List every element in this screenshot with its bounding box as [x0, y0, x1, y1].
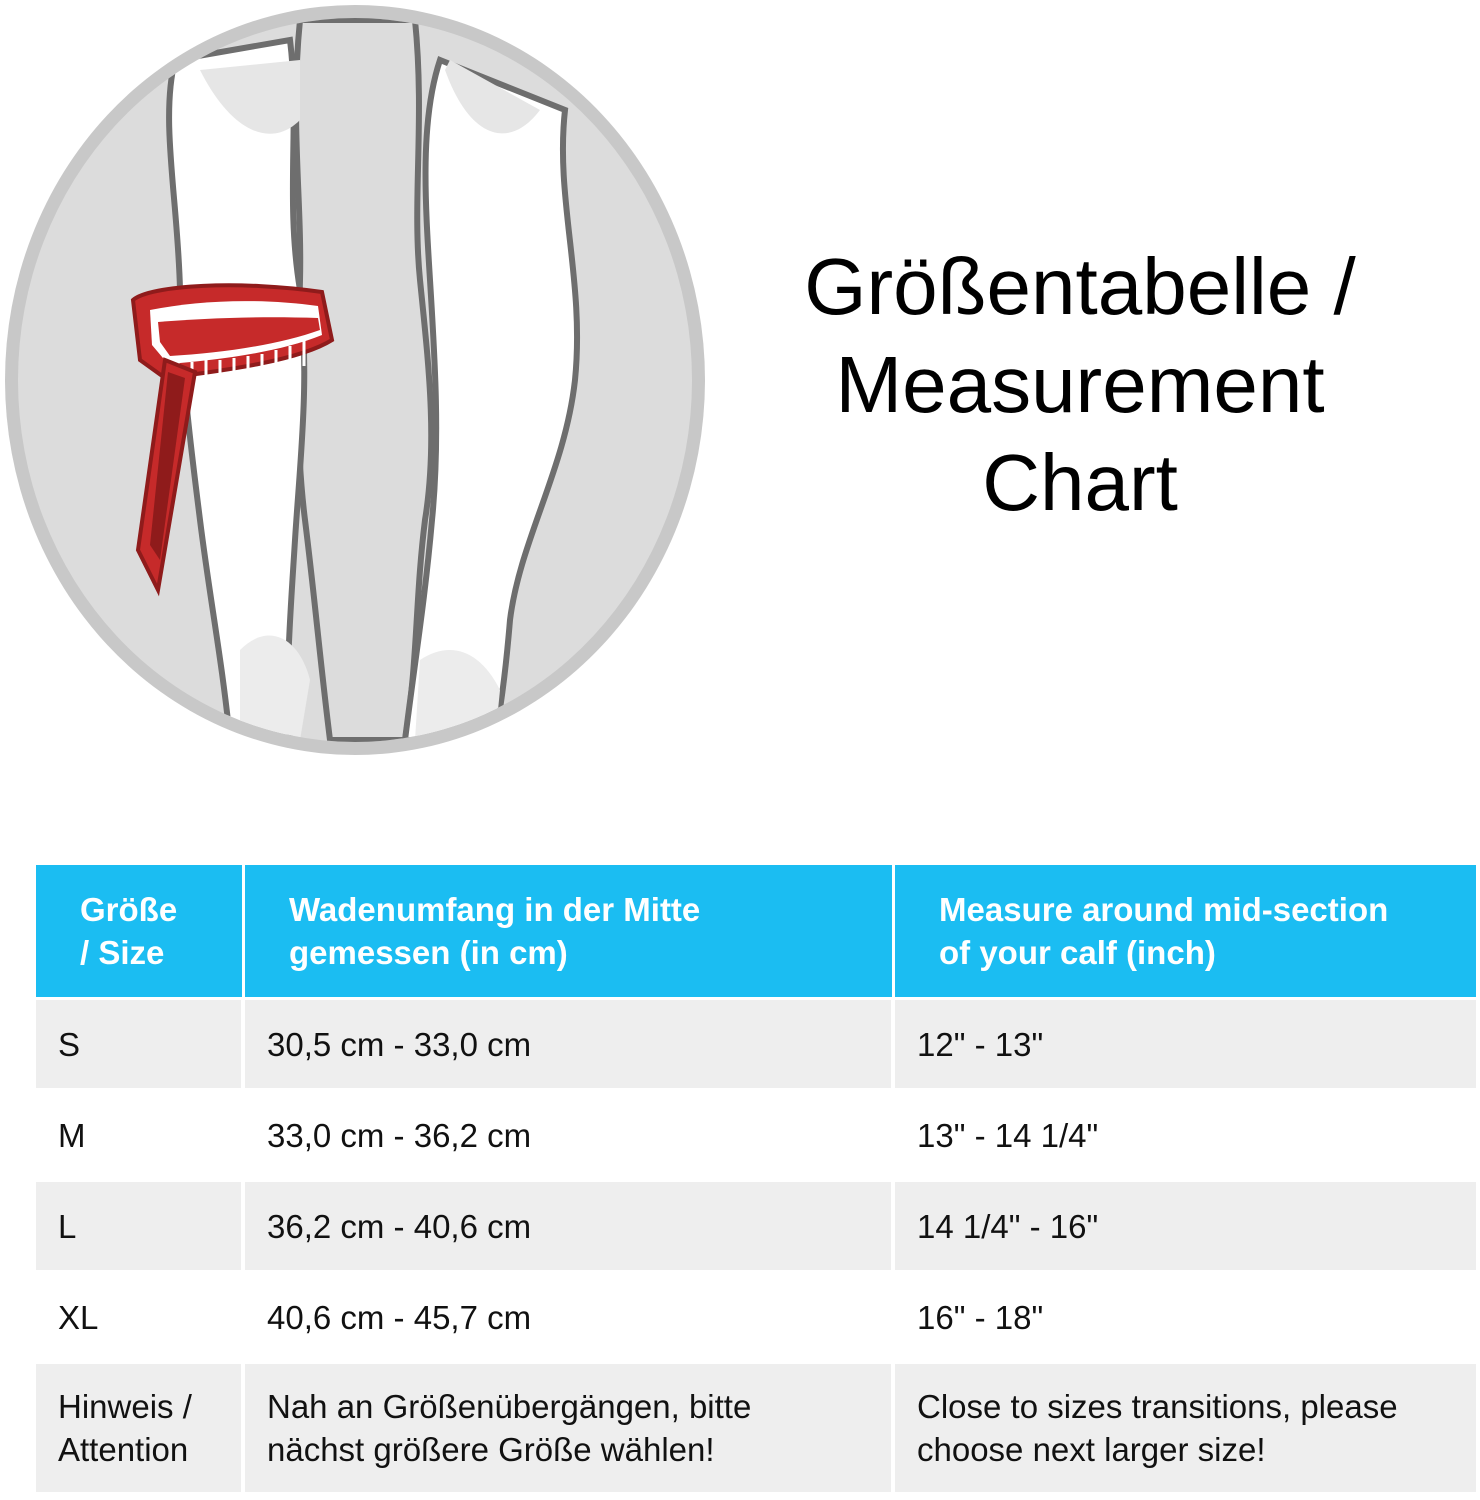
note-row: [36, 1361, 1476, 1492]
note-de-cell: Nah an Größenübergängen, bitte nächst größere Größe wählen!: [245, 1361, 895, 1492]
note-en-cell: Close to sizes transitions, please choose next larger size!: [895, 1361, 1476, 1492]
table-header-row: [36, 865, 1476, 997]
size-cell: XL: [36, 1270, 245, 1361]
header-cm: Wadenumfang in der Mitte gemessen (in cm): [245, 865, 895, 997]
title-line-2: Measurement: [835, 340, 1325, 429]
size-cell: L: [36, 1179, 245, 1270]
cm-cell: 40,6 cm - 45,7 cm: [245, 1270, 895, 1361]
size-cell: M: [36, 1088, 245, 1179]
inch-cell: 12" - 13": [895, 997, 1476, 1088]
back-leg: [296, 20, 431, 740]
size-cell: S: [36, 997, 245, 1088]
inch-cell: 16" - 18": [895, 1270, 1476, 1361]
header-inch: Measure around mid-section of your calf (inch): [895, 865, 1476, 997]
cm-cell: 30,5 cm - 33,0 cm: [245, 997, 895, 1088]
note-label-cell: Hinweis / Attention: [36, 1361, 245, 1492]
page-title: [770, 238, 1390, 532]
leg-measurement-illustration: [0, 0, 720, 760]
table-row: [36, 997, 1476, 1088]
cm-cell: 36,2 cm - 40,6 cm: [245, 1179, 895, 1270]
inch-cell: 14 1/4" - 16": [895, 1179, 1476, 1270]
inch-cell: 13" - 14 1/4": [895, 1088, 1476, 1179]
header-size: Größe / Size: [36, 865, 245, 997]
table-row: [36, 1270, 1476, 1361]
title-line-1: Größentabelle /: [804, 242, 1356, 331]
table-row: [36, 1179, 1476, 1270]
size-table: [36, 865, 1476, 1492]
table-row: [36, 1088, 1476, 1179]
cm-cell: 33,0 cm - 36,2 cm: [245, 1088, 895, 1179]
title-line-3: Chart: [982, 438, 1178, 527]
